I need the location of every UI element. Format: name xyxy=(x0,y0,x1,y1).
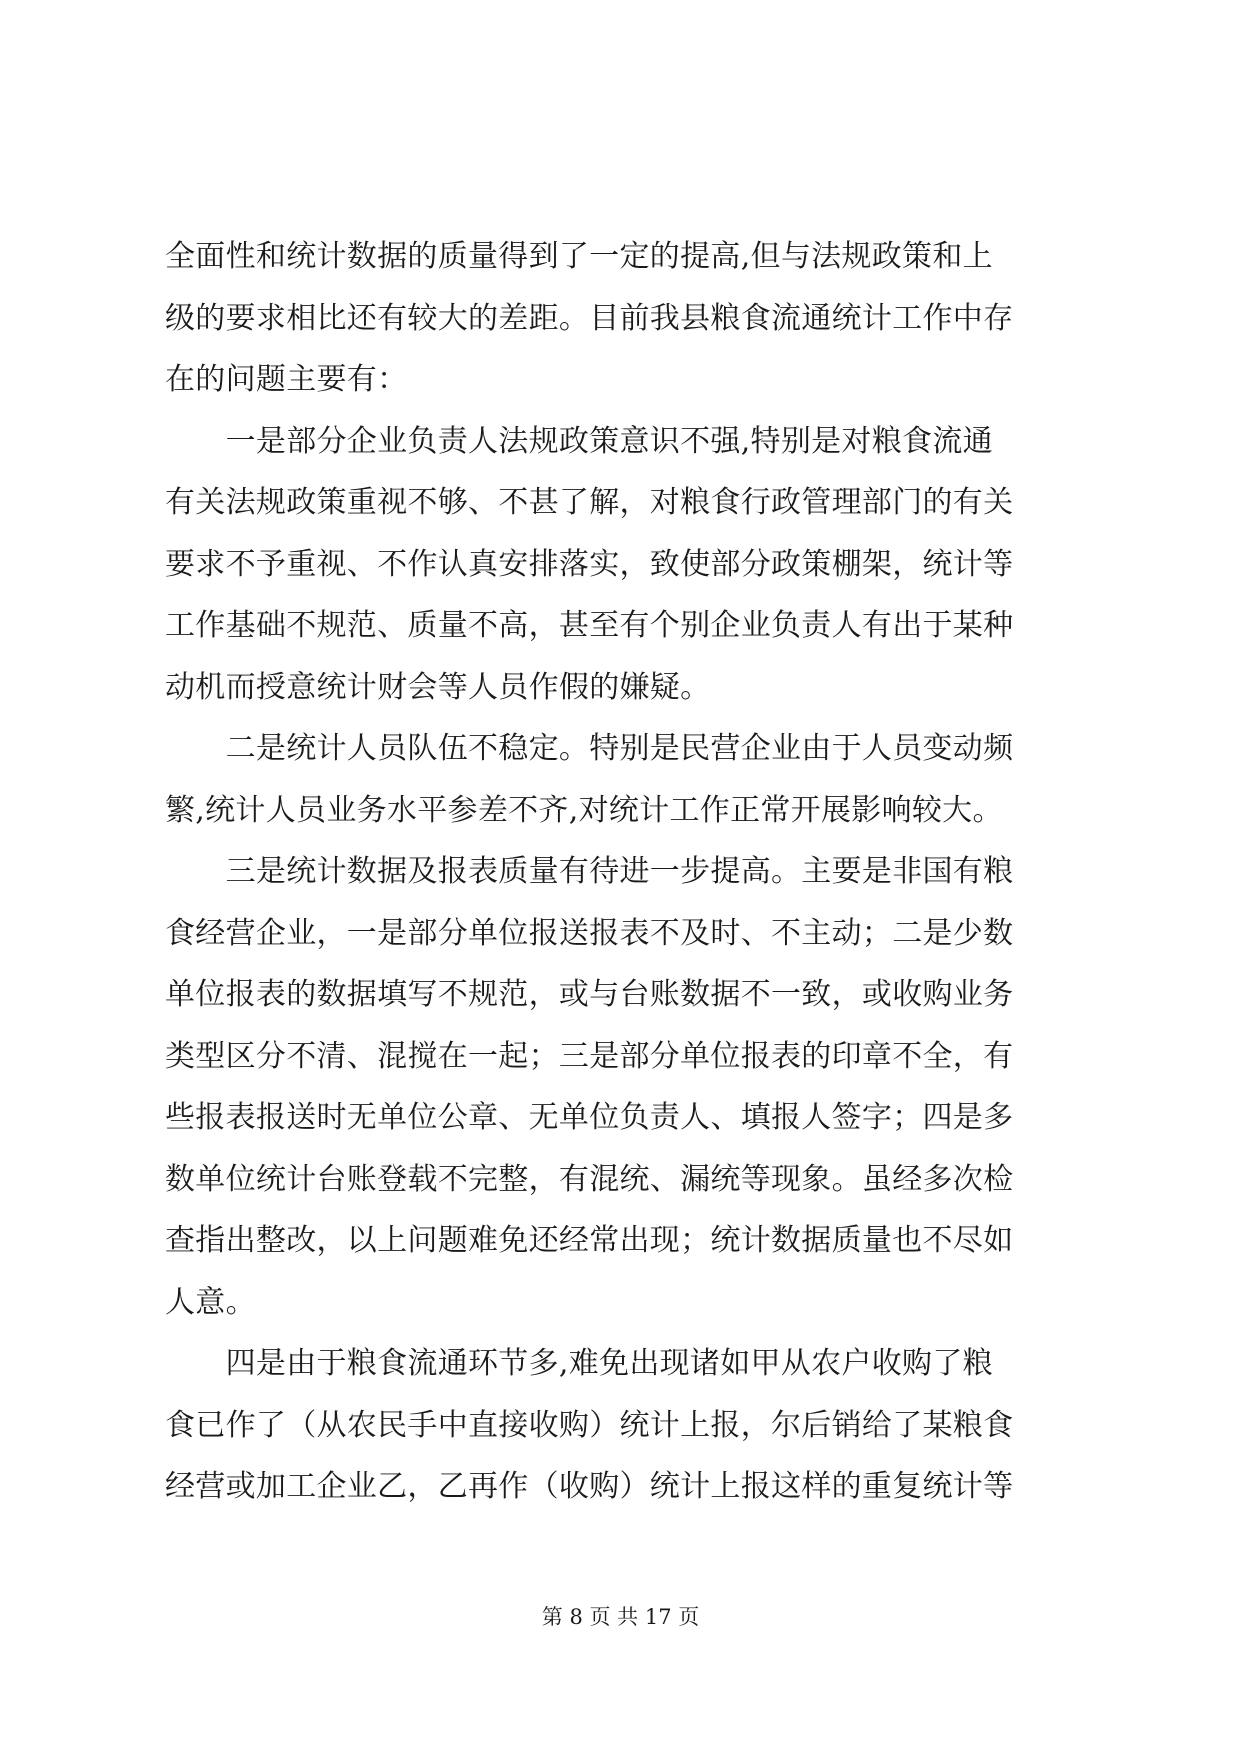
text-line: 类型区分不清、混搅在一起；三是部分单位报表的印章不全，有 xyxy=(165,1038,1014,1074)
paragraph-start-line: 一是部分企业负责人法规政策意识不强,特别是对粮食流通 xyxy=(165,423,993,459)
text-line: 要求不予重视、不作认真安排落实，致使部分政策棚架，统计等 xyxy=(165,546,1014,582)
text-line: 繁,统计人员业务水平参差不齐,对统计工作正常开展影响较大。 xyxy=(165,792,1003,828)
text-line: 食经营企业，一是部分单位报送报表不及时、不主动；二是少数 xyxy=(165,915,1014,951)
text-line: 单位报表的数据填写不规范，或与台账数据不一致，或收购业务 xyxy=(165,977,1014,1012)
text-line: 食已作了（从农民手中直接收购）统计上报，尔后销给了某粮食 xyxy=(165,1407,1014,1443)
text-line: 人意。 xyxy=(165,1284,256,1320)
text-line: 经营或加工企业乙，乙再作（收购）统计上报这样的重复统计等 xyxy=(165,1469,1014,1504)
page-number-footer: 第 8 页 共 17 页 xyxy=(541,1605,700,1629)
text-line: 数单位统计台账登载不完整，有混统、漏统等现象。虽经多次检 xyxy=(165,1161,1014,1197)
paragraph-start-line: 三是统计数据及报表质量有待进一步提高。主要是非国有粮 xyxy=(165,854,1014,889)
text-line: 动机而授意统计财会等人员作假的嫌疑。 xyxy=(165,669,711,705)
document-body xyxy=(165,226,1080,1518)
text-line: 有关法规政策重视不够、不甚了解，对粮食行政管理部门的有关 xyxy=(165,485,1014,520)
text-line: 在的问题主要有： xyxy=(165,362,408,397)
paragraph-start-line: 二是统计人员队伍不稳定。特别是民营企业由于人员变动频 xyxy=(165,731,1014,766)
text-line: 些报表报送时无单位公章、无单位负责人、填报人签字；四是多 xyxy=(165,1100,1014,1135)
text-line: 查指出整改，以上问题难免还经常出现；统计数据质量也不尽如 xyxy=(165,1223,1014,1258)
text-line: 级的要求相比还有较大的差距。目前我县粮食流通统计工作中存 xyxy=(165,300,1014,336)
paragraph-start-line: 四是由于粮食流通环节多,难免出现诸如甲从农户收购了粮 xyxy=(165,1346,993,1381)
text-line: 工作基础不规范、质量不高，甚至有个别企业负责人有出于某种 xyxy=(165,608,1014,643)
text-line: 全面性和统计数据的质量得到了一定的提高,但与法规政策和上 xyxy=(165,239,993,274)
